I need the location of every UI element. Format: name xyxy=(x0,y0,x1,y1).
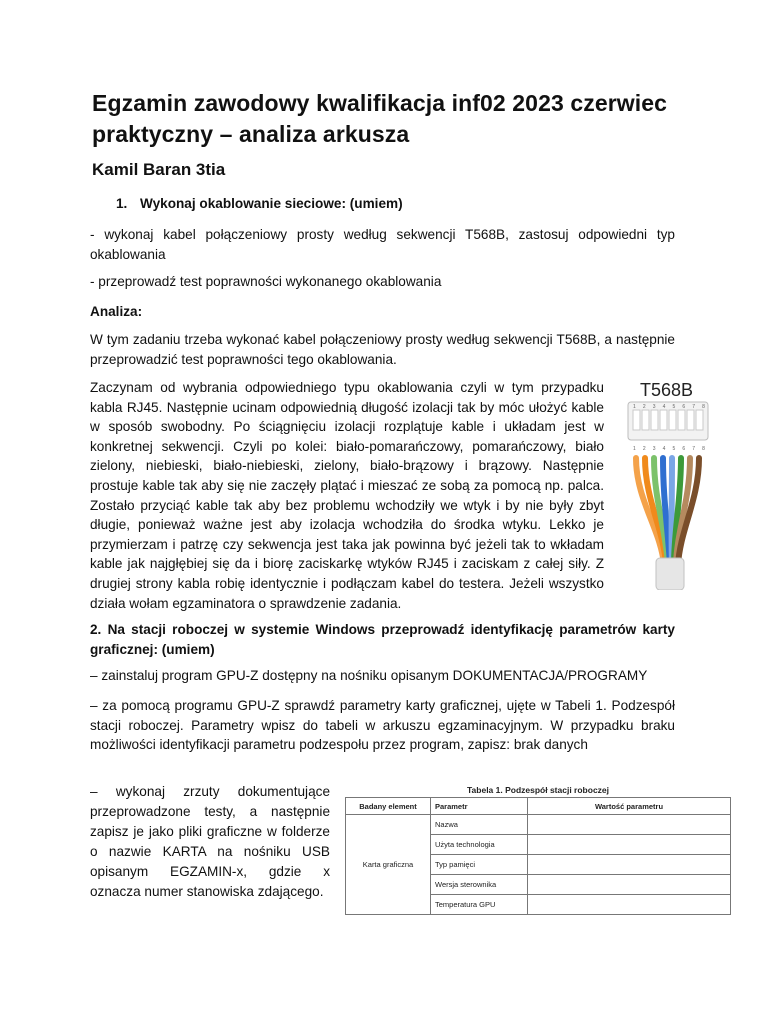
wire-bundle xyxy=(636,458,699,565)
analysis-intro: W tym zadaniu trzeba wykonać kabel połączeniowy prosty według sekwencji T568B, a następnie przeprowadzić test poprawności tego okablowania. xyxy=(90,332,675,367)
task1-heading xyxy=(116,196,403,211)
value-cell xyxy=(528,875,731,895)
task1-heading-text: Wykonaj okablowanie sieciowe: (umiem) xyxy=(140,196,403,211)
table-header-row xyxy=(346,798,731,815)
rj45-connector-image xyxy=(616,380,716,590)
analysis-label: Analiza: xyxy=(90,304,143,319)
table-row xyxy=(346,815,731,835)
task2-heading: 2. Na stacji roboczej w systemie Windows przeprowadź identyfikację parametrów karty graficznej: (umiem) xyxy=(90,622,675,657)
task2-bullet-2: – za pomocą programu GPU-Z sprawdź parametry karty graficznej, ujęte w Tabeli 1. Podzespół stacji roboczej. Parametry wpisz do tabeli w arkuszu egzaminacyjnym. W przypadku braku możliwości identyfikacji parametru podzespołu przez program, zapisz: brak danych xyxy=(90,698,675,753)
param-cell: Temperatura GPU xyxy=(431,895,528,915)
task1-bullet-2: - przeprowadź test poprawności wykonanego okablowania xyxy=(90,274,442,289)
cable-jacket xyxy=(656,558,684,590)
value-cell xyxy=(528,895,731,915)
author-name: Kamil Baran 3tia xyxy=(92,160,226,179)
task2-bullet-1: – zainstaluj program GPU-Z dostępny na nośniku opisanym DOKUMENTACJA/PROGRAMY xyxy=(90,668,648,683)
title-line-2: praktyczny – analiza arkusza xyxy=(92,121,410,147)
element-cell: Karta graficzna xyxy=(346,815,431,915)
t568b-label: T568B xyxy=(640,380,694,400)
param-cell: Użyta technologia xyxy=(431,835,528,855)
task2-bullet-3: – wykonaj zrzuty dokumentujące przeprowadzone testy, a następnie zapisz je jako pliki graficzne w folderze o nazwie KARTA na nośniku USB opisanym EGZAMIN-x, gdzie x oznacza numer stanowiska zdającego. xyxy=(90,784,330,899)
t568b-figure xyxy=(616,380,716,590)
document-title xyxy=(92,88,692,150)
header-parameter: Parametr xyxy=(431,798,528,815)
param-cell: Wersja sterownika xyxy=(431,875,528,895)
param-cell: Nazwa xyxy=(431,815,528,835)
value-cell xyxy=(528,835,731,855)
task1-number: 1. xyxy=(116,196,128,211)
table-caption: Tabela 1. Podzespół stacji roboczej xyxy=(466,785,610,795)
title-line-1: Egzamin zawodowy kwalifikacja inf02 2023 czerwiec xyxy=(92,90,668,116)
workstation-table xyxy=(345,797,731,915)
header-element: Badany element xyxy=(346,798,431,815)
param-cell: Typ pamięci xyxy=(431,855,528,875)
value-cell xyxy=(528,855,731,875)
pin-numbers-bottom: 1 2 3 4 5 6 7 8 xyxy=(633,446,705,452)
value-cell xyxy=(528,815,731,835)
pin-numbers-top: 1 2 3 4 5 6 7 8 xyxy=(633,404,705,410)
task1-bullet-1: - wykonaj kabel połączeniowy prosty według sekwencji T568B, zastosuj odpowiedni typ okablowania xyxy=(90,227,675,262)
header-value: Wartość parametru xyxy=(528,798,731,815)
analysis-body: Zaczynam od wybrania odpowiedniego typu okablowania czyli w tym przypadku kabla RJ45. Następnie ucinam odpowiednią długość izolacji tak by móc ułożyć kable w sposób swobodny. Po ściągnięciu izolacji rozplątuje kable i układam jest w konkretnej sekwencji. Czyli po kolei: biało-pomarańczowy, pomarańczowy, biało zielony, niebieski, biało-niebieski, zielony, biało-brązowy i brązowy. Następnie prostuje kable tak aby się nie zaczęły plątać i mieszać ze sobą za pomocą np. palca. Zostało przyciąć kable tak aby bez problemu wchodziły we wtyk i by nie były zbyt długie, ponieważ ważne jest aby izolacja wchodziła do środka wtyku. Lekko je przymierzam i patrzę czy sekwencja jest taka jak powinna być jeżeli tak to wkładam kable jak najgłębiej się da i biorę zaciskarkę wtyków RJ45 i zaciskam z całej siły. Z drugiej strony kabla robię identycznie i podłączam kabel do testera. Jeżeli wszystko działa wołam egzaminatora o sprawdzenie zadania. xyxy=(90,380,604,611)
